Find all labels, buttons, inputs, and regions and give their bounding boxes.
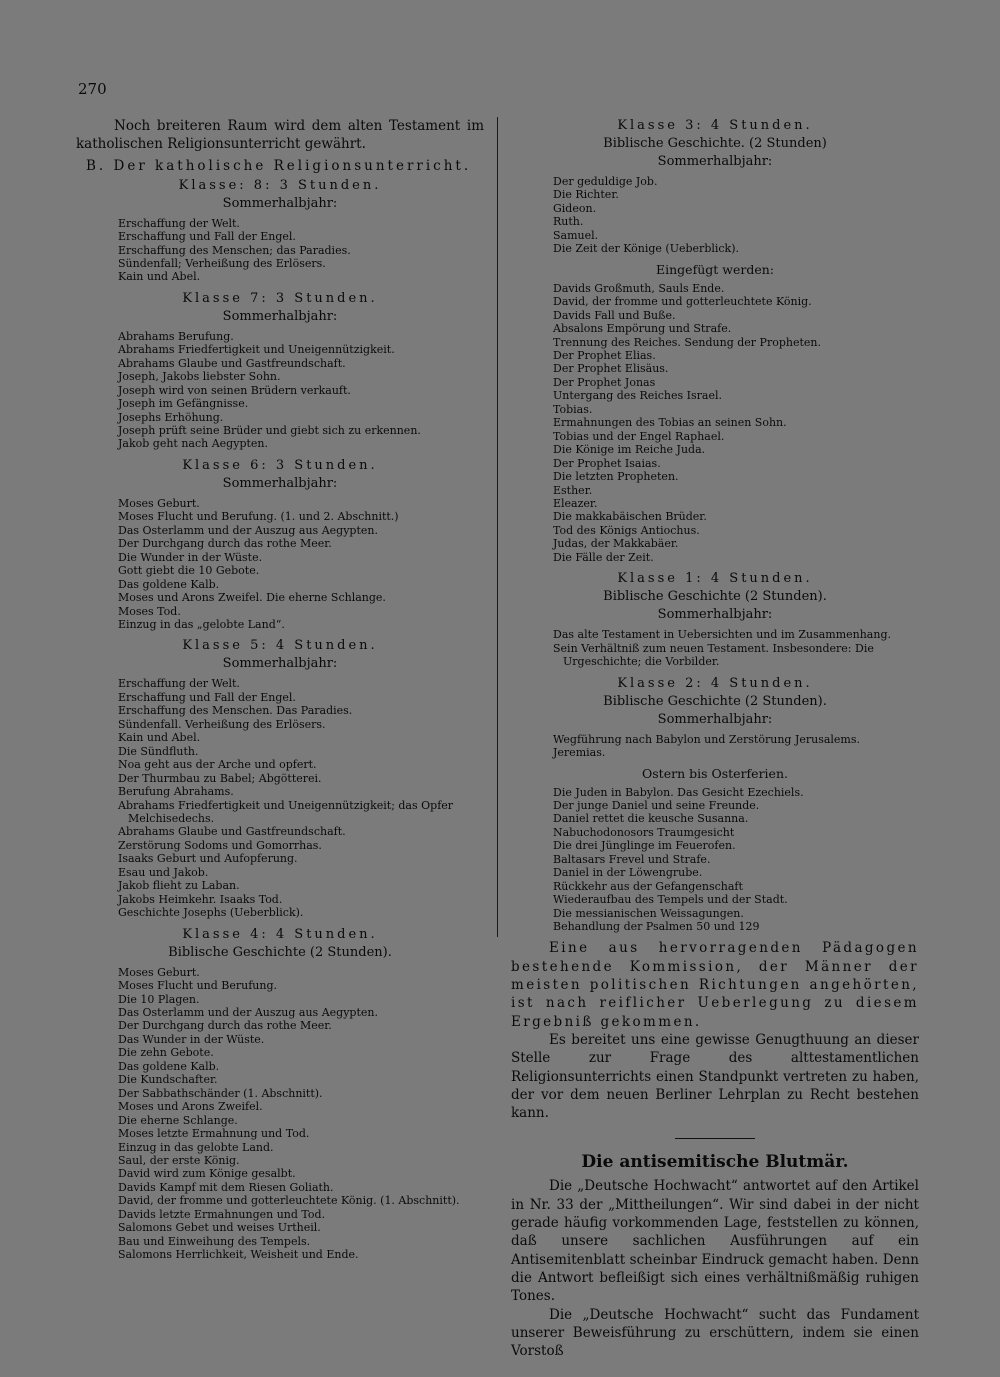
- topic-item: Moses Tod.: [118, 604, 181, 618]
- topic-item: Einzug in das „gelobte Land“.: [118, 618, 285, 632]
- topic-item: David, der fromme und gotterleuchtete König.: [553, 295, 812, 309]
- topic-item: Erschaffung und Fall der Engel.: [118, 690, 296, 704]
- topic-item: Esther.: [553, 483, 593, 497]
- subject-heading: Biblische Geschichte (2 Stunden).: [603, 589, 827, 605]
- topic-list: [76, 497, 484, 632]
- topic-item: Ruth.: [553, 215, 584, 229]
- term-heading: Sommerhalbjahr:: [222, 308, 338, 324]
- topic-item: Abrahams Glaube und Gastfreundschaft.: [118, 356, 346, 370]
- topic-item: Daniel rettet die keusche Susanna.: [553, 812, 749, 826]
- topic-item: Rückkehr aus der Gefangenschaft: [553, 879, 743, 893]
- topic-item: Erschaffung der Welt.: [118, 216, 240, 230]
- topic-item: Die Juden in Babylon. Das Gesicht Ezechiels.: [553, 785, 804, 799]
- topic-item: Sündenfall. Verheißung des Erlösers.: [118, 717, 326, 731]
- topic-item: Sein Verhältniß zum neuen Testament. Insbesondere: Die: [553, 641, 874, 655]
- topic-item: Moses Flucht und Berufung.: [118, 979, 278, 993]
- topic-list: [76, 330, 484, 451]
- topic-item: Die Kundschafter.: [118, 1073, 218, 1087]
- topic-item: Bau und Einweihung des Tempels.: [118, 1234, 311, 1248]
- topic-item: Das goldene Kalb.: [118, 577, 220, 591]
- topic-item: Der Prophet Elisäus.: [553, 362, 669, 376]
- class-heading: Klasse 4: 4 Stunden.: [182, 926, 378, 942]
- curriculum-block: [76, 637, 484, 919]
- topic-item: Die Zeit der Könige (Ueberblick).: [553, 242, 740, 256]
- topic-item: Der Prophet Isaias.: [553, 456, 661, 470]
- class-heading: Klasse 3: 4 Stunden.: [617, 118, 813, 133]
- class-heading: Klasse 5: 4 Stunden.: [182, 638, 378, 654]
- topic-item: Der Prophet Jonas: [553, 375, 656, 389]
- topic-item: Tobias.: [553, 402, 593, 416]
- period-note: Ostern bis Osterferien.: [642, 765, 788, 781]
- topic-item: Esau und Jakob.: [118, 865, 209, 879]
- topic-list: [76, 217, 484, 284]
- topic-item: Abrahams Friedfertigkeit und Uneigennützigkeit.: [118, 343, 395, 357]
- intro-paragraph: Noch breiteren Raum wird dem alten Testament im katholischen Religionsunterricht gewährt.: [76, 118, 484, 153]
- topic-item: David, der fromme und gotterleuchtete König. (1. Abschnitt).: [118, 1194, 460, 1208]
- topic-item: Urgeschichte; die Vorbilder.: [563, 655, 720, 669]
- topic-list: [511, 628, 919, 668]
- topic-item: Abrahams Berufung.: [118, 329, 234, 343]
- section-heading-catholic: B. Der katholische Religionsunterricht.: [86, 157, 472, 174]
- topic-item: Die Fälle der Zeit.: [553, 550, 654, 564]
- topic-item: Das Osterlamm und der Auszug aus Aegypten.: [118, 523, 378, 537]
- topic-item: Der junge Daniel und seine Freunde.: [553, 798, 760, 812]
- conclusion-paragraph: Es bereitet uns eine gewisse Genugthuung an dieser Stelle zur Frage des alttestamentlichen Religionsunterrichts einen Standpunkt vertreten zu haben, der vor dem neuen Berliner Lehrplan zu Recht bestehen kann.: [511, 1031, 919, 1122]
- topic-item: Moses Geburt.: [118, 496, 200, 510]
- topic-item: David wird zum Könige gesalbt.: [118, 1167, 296, 1181]
- inserted-note: Eingefügt werden:: [656, 261, 774, 277]
- topic-item: Berufung Abrahams.: [118, 785, 234, 799]
- term-heading: Sommerhalbjahr:: [657, 607, 773, 623]
- term-heading: Sommerhalbjahr:: [657, 154, 773, 169]
- topic-item: Trennung des Reiches. Sendung der Propheten.: [553, 335, 821, 349]
- topic-item: Wiederaufbau des Tempels und der Stadt.: [553, 893, 788, 907]
- topic-item: Moses letzte Ermahnung und Tod.: [118, 1127, 310, 1141]
- topic-item: Jakob geht nach Aegypten.: [118, 437, 268, 451]
- topic-item: Geschichte Josephs (Ueberblick).: [118, 906, 304, 920]
- topic-item: Jakobs Heimkehr. Isaaks Tod.: [118, 892, 283, 906]
- topic-item: Die Könige im Reiche Juda.: [553, 443, 706, 457]
- topic-item: Der Sabbathschänder (1. Abschnitt).: [118, 1086, 323, 1100]
- topic-item: Die Wunder in der Wüste.: [118, 550, 263, 564]
- article-title: Die antisemitische Blutmär.: [581, 1152, 849, 1173]
- term-heading: Sommerhalbjahr:: [657, 711, 773, 727]
- topic-item: Sündenfall; Verheißung des Erlösers.: [118, 256, 326, 270]
- topic-item: Erschaffung der Welt.: [118, 677, 240, 691]
- topic-item: Moses und Arons Zweifel. Die eherne Schlange.: [118, 591, 386, 605]
- topic-item: Gideon.: [553, 201, 597, 215]
- topic-item: Davids Fall und Buße.: [553, 308, 676, 322]
- topic-item: Saul, der erste König.: [118, 1153, 240, 1167]
- topic-item: Die messianischen Weissagungen.: [553, 906, 744, 920]
- topic-item: Eleazer.: [553, 496, 598, 510]
- subject-heading: Biblische Geschichte (2 Stunden).: [603, 693, 827, 709]
- topic-item: Untergang des Reiches Israel.: [553, 389, 722, 403]
- topic-item: Judas, der Makkabäer.: [553, 537, 679, 551]
- topic-item: Die makkabäischen Brüder.: [553, 510, 707, 524]
- topic-item: Joseph wird von seinen Brüdern verkauft.: [118, 383, 351, 397]
- topic-item: Baltasars Frevel und Strafe.: [553, 852, 711, 866]
- topic-item: Wegführung nach Babylon und Zerstörung Jerusalems.: [553, 732, 861, 746]
- topic-item: Abrahams Glaube und Gastfreundschaft.: [118, 825, 346, 839]
- topic-item: Die zehn Gebote.: [118, 1046, 214, 1060]
- topic-item: Das goldene Kalb.: [118, 1059, 220, 1073]
- article-paragraph: Die „Deutsche Hochwacht“ antwortet auf den Artikel in Nr. 33 der „Mittheilungen“. Wir sind dabei in der nicht gerade häufig vorkommenden Lage, feststellen zu können, daß unsere sachlichen Ausführungen auf ein Antisemitenblatt scheinbar Eindruck gemacht haben. Denn die Antwort befleißigt sich eines verhältnißmäßig ruhigen Tones.: [511, 1178, 919, 1305]
- topic-item: Joseph im Gefängnisse.: [118, 397, 249, 411]
- topic-item: Die eherne Schlange.: [118, 1113, 238, 1127]
- topic-item: Behandlung der Psalmen 50 und 129: [553, 920, 760, 934]
- topic-item: Die Richter.: [553, 188, 619, 202]
- page-number: 270: [78, 80, 107, 98]
- conclusion-paragraph: Eine aus hervorragenden Pädagogen bestehende Kommission, der Männer der meisten politischen Richtungen angehörten, ist nach reiflicher Ueberlegung zu diesem Ergebniß gekommen.: [511, 940, 919, 1030]
- subject-heading: Biblische Geschichte. (2 Stunden): [603, 136, 827, 151]
- curriculum-block: [511, 675, 919, 934]
- topic-item: Moses Geburt.: [118, 965, 200, 979]
- topic-item: Einzug in das gelobte Land.: [118, 1140, 274, 1154]
- topic-item: Das Wunder in der Wüste.: [118, 1032, 265, 1046]
- topic-item: Moses und Arons Zweifel.: [118, 1100, 263, 1114]
- topic-item: Das alte Testament in Uebersichten und im Zusammenhang.: [553, 628, 891, 642]
- topic-item: Joseph prüft seine Brüder und giebt sich zu erkennen.: [118, 424, 421, 438]
- topic-item: Gott giebt die 10 Gebote.: [118, 564, 260, 578]
- topic-item: Die Sündfluth.: [118, 744, 199, 758]
- class-heading: Klasse 1: 4 Stunden.: [617, 571, 813, 587]
- term-heading: Sommerhalbjahr:: [222, 195, 338, 211]
- topic-list: [76, 677, 484, 919]
- topic-item: Kain und Abel.: [118, 270, 201, 284]
- subject-heading: Biblische Geschichte (2 Stunden).: [168, 944, 392, 960]
- class-heading: Klasse 7: 3 Stunden.: [182, 290, 378, 306]
- topic-item: Erschaffung des Menschen. Das Paradies.: [118, 704, 353, 718]
- topic-item: Zerstörung Sodoms und Gomorrhas.: [118, 838, 322, 852]
- topic-item: Das Osterlamm und der Auszug aus Aegypten.: [118, 1005, 378, 1019]
- article-paragraph: Die „Deutsche Hochwacht“ sucht das Fundament unserer Beweisführung zu erschüttern, indem sie einen Vorstoß: [511, 1306, 919, 1360]
- topic-item: Kain und Abel.: [118, 731, 201, 745]
- topic-item: Die drei Jünglinge im Feuerofen.: [553, 839, 736, 853]
- topic-item: Jakob flieht zu Laban.: [118, 879, 240, 893]
- topic-list: [511, 733, 919, 760]
- topic-list: [76, 966, 484, 1262]
- class-heading: Klasse 6: 3 Stunden.: [182, 457, 378, 473]
- curriculum-block: [511, 117, 919, 564]
- topic-list: [511, 175, 919, 256]
- topic-item: Ermahnungen des Tobias an seinen Sohn.: [553, 416, 787, 430]
- topic-item: Daniel in der Löwengrube.: [553, 866, 703, 880]
- curriculum-block: [76, 177, 484, 284]
- curriculum-block: [76, 290, 484, 451]
- column-divider: [497, 117, 498, 937]
- topic-list: [511, 786, 919, 934]
- topic-item: Absalons Empörung und Strafe.: [553, 322, 732, 336]
- class-heading: Klasse: 8: 3 Stunden.: [178, 177, 382, 193]
- topic-list: [511, 282, 919, 565]
- topic-item: Salomons Herrlichkeit, Weisheit und Ende.: [118, 1248, 359, 1262]
- topic-item: Melchisedechs.: [128, 812, 215, 825]
- topic-item: Nabuchodonosors Traumgesicht: [553, 825, 735, 839]
- topic-item: Salomons Gebet und weises Urtheil.: [118, 1221, 321, 1235]
- topic-item: Josephs Erhöhung.: [118, 410, 224, 424]
- topic-item: Isaaks Geburt und Aufopferung.: [118, 852, 298, 866]
- topic-item: Davids Kampf mit dem Riesen Goliath.: [118, 1180, 334, 1194]
- left-column: [76, 117, 484, 1268]
- topic-item: Erschaffung und Fall der Engel.: [118, 230, 296, 244]
- class-heading: Klasse 2: 4 Stunden.: [617, 675, 813, 691]
- curriculum-block: [76, 457, 484, 632]
- curriculum-block: [76, 926, 484, 1262]
- topic-item: Abrahams Friedfertigkeit und Uneigennützigkeit; das Opfer: [118, 798, 454, 812]
- term-heading: Sommerhalbjahr:: [222, 656, 338, 672]
- topic-item: Samuel.: [553, 228, 599, 242]
- topic-item: Joseph, Jakobs liebster Sohn.: [118, 370, 281, 384]
- topic-item: Der Prophet Elias.: [553, 348, 656, 362]
- topic-item: Davids letzte Ermahnungen und Tod.: [118, 1207, 326, 1221]
- topic-item: Jeremias.: [553, 746, 606, 760]
- term-heading: Sommerhalbjahr:: [222, 475, 338, 491]
- topic-item: Der Durchgang durch das rothe Meer.: [118, 537, 332, 551]
- curriculum-block: [511, 570, 919, 668]
- topic-item: Tobias und der Engel Raphael.: [553, 429, 725, 443]
- topic-item: Davids Großmuth, Sauls Ende.: [553, 281, 725, 295]
- topic-item: Die 10 Plagen.: [118, 992, 200, 1006]
- topic-item: Moses Flucht und Berufung. (1. und 2. Abschnitt.): [118, 510, 399, 524]
- topic-item: Tod des Königs Antiochus.: [553, 523, 700, 537]
- topic-item: Der geduldige Job.: [553, 175, 658, 188]
- section-divider: [675, 1138, 755, 1139]
- topic-item: Noa geht aus der Arche und opfert.: [118, 758, 317, 772]
- topic-item: Erschaffung des Menschen; das Paradies.: [118, 243, 351, 257]
- topic-item: Die letzten Propheten.: [553, 470, 679, 484]
- right-column: [511, 117, 919, 1360]
- topic-item: Der Durchgang durch das rothe Meer.: [118, 1019, 332, 1033]
- topic-item: Der Thurmbau zu Babel; Abgötterei.: [118, 771, 322, 785]
